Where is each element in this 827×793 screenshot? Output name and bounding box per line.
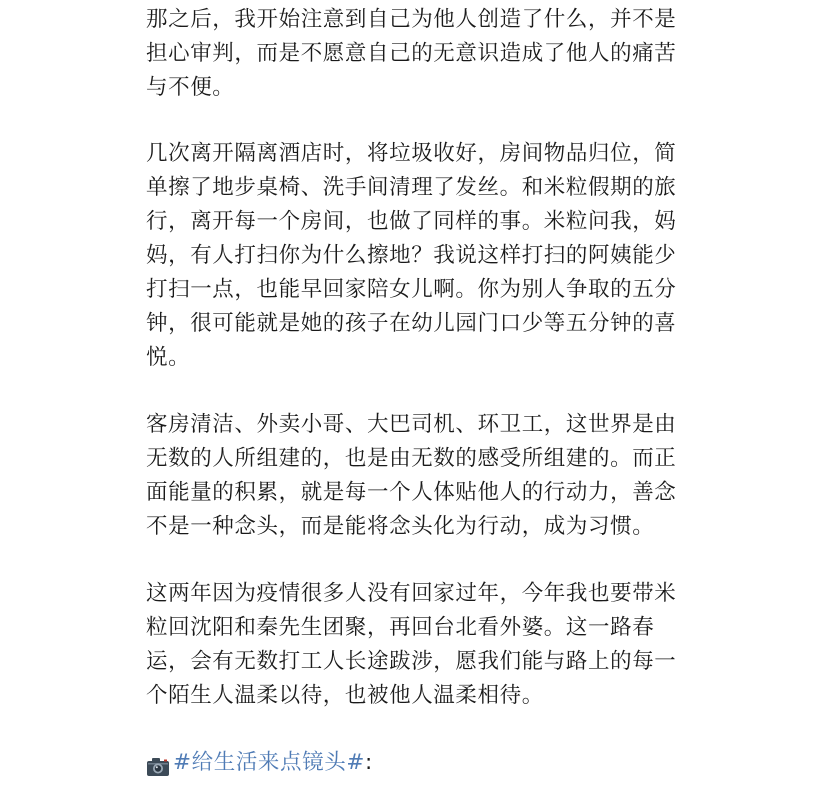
paragraph: 那之后，我开始注意到自己为他人创造了什么，并不是担心审判，而是不愿意自己的无意识造成了他人的痛苦与不便。	[146, 7, 677, 100]
paragraph: 客房清洁、外卖小哥、大巴司机、环卫工，这世界是由无数的人所组建的，也是由无数的感受所组建的。而正面能量的积累，就是每一个人体贴他人的行动力，善念不是一种念头，而是能将念头化为行动，成为习惯。	[146, 412, 677, 539]
tag-suffix: :	[364, 750, 373, 775]
topic-tag-line	[146, 746, 686, 780]
topic-hashtag-link[interactable]: #给生活来点镜头#	[173, 750, 365, 775]
article-body	[146, 3, 686, 780]
paragraph: 这两年因为疫情很多人没有回家过年，今年我也要带米粒回沈阳和秦先生团聚，再回台北看外婆。这一路春运，会有无数打工人长途跋涉，愿我们能与路上的每一个陌生人温柔以待，也被他人温柔相待。	[146, 581, 677, 708]
camera-icon	[146, 754, 170, 774]
paragraph: 几次离开隔离酒店时，将垃圾收好，房间物品归位，简单擦了地步桌椅、洗手间清理了发丝。和米粒假期的旅行，离开每一个房间，也做了同样的事。米粒问我，妈妈，有人打扫你为什么擦地？我说这样打扫的阿姨能少打扫一点，也能早回家陪女儿啊。你为别人争取的五分钟，很可能就是她的孩子在幼儿园门口少等五分钟的喜悦。	[146, 141, 677, 370]
